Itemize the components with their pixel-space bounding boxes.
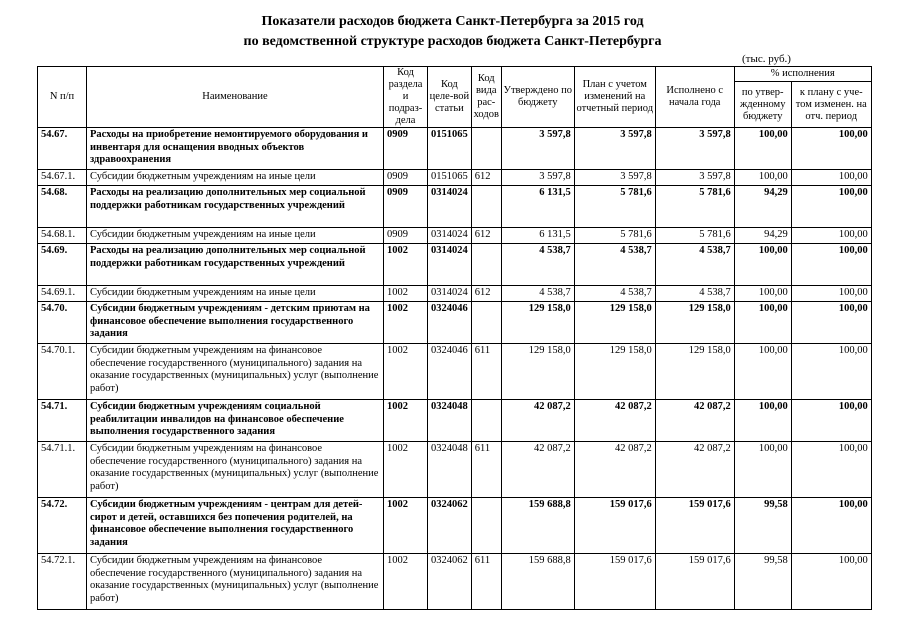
header-num: N п/п (38, 67, 87, 128)
cell-kod-vida (471, 498, 501, 554)
cell-ispolneno: 159 017,6 (655, 554, 734, 610)
cell-ispolneno: 129 158,0 (655, 344, 734, 400)
cell-num: 54.72.1. (38, 554, 87, 610)
cell-name: Субсидии бюджетным учреждениям на иные цели (87, 228, 384, 244)
table-row (38, 170, 872, 186)
cell-name: Субсидии бюджетным учреждениям - детским приютам на финансовое обеспечение выполнения государственного задания (87, 302, 384, 344)
table-row (38, 286, 872, 302)
cell-ispolneno: 3 597,8 (655, 170, 734, 186)
cell-kod-razdela: 1002 (384, 442, 428, 498)
cell-pct-plan: 100,00 (791, 186, 871, 228)
cell-pct-budget: 99,58 (734, 498, 791, 554)
cell-kod-vida (471, 244, 501, 286)
cell-plan: 5 781,6 (574, 186, 655, 228)
cell-pct-budget: 100,00 (734, 344, 791, 400)
cell-kod-vida (471, 302, 501, 344)
cell-name: Расходы на реализацию дополнительных мер социальной поддержки работникам государственных учреждений (87, 186, 384, 228)
cell-kod-vida: 611 (471, 442, 501, 498)
cell-ispolneno: 42 087,2 (655, 442, 734, 498)
cell-pct-budget: 99,58 (734, 554, 791, 610)
header-kod-vida: Код вида рас-ходов (471, 67, 501, 128)
cell-pct-plan: 100,00 (791, 302, 871, 344)
cell-kod-celevoy: 0151065 (428, 128, 472, 170)
cell-kod-razdela: 1002 (384, 344, 428, 400)
cell-plan: 129 158,0 (574, 302, 655, 344)
cell-plan: 159 017,6 (574, 498, 655, 554)
cell-utverzhdeno: 3 597,8 (501, 170, 574, 186)
cell-kod-razdela: 0909 (384, 228, 428, 244)
cell-kod-vida: 612 (471, 170, 501, 186)
cell-kod-celevoy: 0324046 (428, 302, 472, 344)
cell-pct-plan: 100,00 (791, 554, 871, 610)
cell-num: 54.70.1. (38, 344, 87, 400)
cell-utverzhdeno: 3 597,8 (501, 128, 574, 170)
cell-utverzhdeno: 42 087,2 (501, 400, 574, 442)
header-ispolneno: Исполнено с начала года (655, 67, 734, 128)
cell-name: Субсидии бюджетным учреждениям социальной реабилитации инвалидов на финансовое обеспечение выполнения государственного задания (87, 400, 384, 442)
cell-kod-celevoy: 0151065 (428, 170, 472, 186)
cell-kod-razdela: 1002 (384, 498, 428, 554)
header-plan: План с учетом изменений на отчетный период (574, 67, 655, 128)
cell-pct-plan: 100,00 (791, 128, 871, 170)
cell-pct-budget: 100,00 (734, 128, 791, 170)
cell-ispolneno: 4 538,7 (655, 244, 734, 286)
cell-kod-razdela: 1002 (384, 400, 428, 442)
table-row (38, 400, 872, 442)
cell-utverzhdeno: 6 131,5 (501, 228, 574, 244)
cell-kod-razdela: 1002 (384, 554, 428, 610)
cell-kod-celevoy: 0324048 (428, 442, 472, 498)
cell-kod-vida: 611 (471, 554, 501, 610)
cell-ispolneno: 5 781,6 (655, 228, 734, 244)
cell-utverzhdeno: 129 158,0 (501, 344, 574, 400)
cell-ispolneno: 159 017,6 (655, 498, 734, 554)
header-pct-plan: к плану с уче-том изменен. на отч. период (791, 82, 871, 128)
cell-pct-plan: 100,00 (791, 228, 871, 244)
cell-pct-plan: 100,00 (791, 244, 871, 286)
cell-utverzhdeno: 4 538,7 (501, 244, 574, 286)
cell-kod-vida: 612 (471, 228, 501, 244)
header-kod-celevoy: Код целе-вой статьи (428, 67, 472, 128)
cell-plan: 42 087,2 (574, 400, 655, 442)
cell-ispolneno: 4 538,7 (655, 286, 734, 302)
cell-utverzhdeno: 129 158,0 (501, 302, 574, 344)
table-row (38, 344, 872, 400)
cell-ispolneno: 129 158,0 (655, 302, 734, 344)
cell-kod-celevoy: 0324062 (428, 498, 472, 554)
cell-plan: 5 781,6 (574, 228, 655, 244)
header-name: Наименование (87, 67, 384, 128)
table-row (38, 128, 872, 170)
cell-kod-celevoy: 0314024 (428, 186, 472, 228)
header-utverzhdeno: Утверждено по бюджету (501, 67, 574, 128)
table-row (38, 498, 872, 554)
table-body (38, 128, 872, 610)
cell-kod-celevoy: 0314024 (428, 286, 472, 302)
document-title-line1: Показатели расходов бюджета Санкт-Петербурга за 2015 год (261, 14, 644, 29)
cell-pct-budget: 94,29 (734, 228, 791, 244)
cell-kod-vida (471, 186, 501, 228)
cell-kod-celevoy: 0314024 (428, 244, 472, 286)
cell-kod-razdela: 0909 (384, 128, 428, 170)
cell-kod-celevoy: 0314024 (428, 228, 472, 244)
cell-utverzhdeno: 6 131,5 (501, 186, 574, 228)
cell-num: 54.68. (38, 186, 87, 228)
cell-name: Субсидии бюджетным учреждениям - центрам для детей-сирот и детей, оставшихся без попечения родителей, на финансовое обеспечение выполнения государственного задания (87, 498, 384, 554)
cell-name: Субсидии бюджетным учреждениям на иные цели (87, 286, 384, 302)
cell-kod-razdela: 0909 (384, 186, 428, 228)
cell-kod-vida: 611 (471, 344, 501, 400)
cell-pct-plan: 100,00 (791, 400, 871, 442)
cell-plan: 129 158,0 (574, 344, 655, 400)
cell-pct-plan: 100,00 (791, 170, 871, 186)
cell-plan: 159 017,6 (574, 554, 655, 610)
cell-name: Субсидии бюджетным учреждениям на финансовое обеспечение государственного (муниципального) задания на оказание государственных (муниципальных) услуг (выполнение работ) (87, 554, 384, 610)
budget-table (37, 66, 872, 610)
cell-plan: 4 538,7 (574, 286, 655, 302)
cell-name: Субсидии бюджетным учреждениям на финансовое обеспечение государственного (муниципального) задания на оказание государственных (муниципальных) услуг (выполнение работ) (87, 442, 384, 498)
cell-kod-vida: 612 (471, 286, 501, 302)
cell-kod-razdela: 1002 (384, 244, 428, 286)
cell-name: Расходы на реализацию дополнительных мер социальной поддержки работникам государственных учреждений (87, 244, 384, 286)
cell-pct-budget: 100,00 (734, 286, 791, 302)
document-title-line2: по ведомственной структуре расходов бюджета Санкт-Петербурга (243, 34, 662, 49)
header-pct-group: % исполнения (734, 67, 871, 82)
cell-pct-plan: 100,00 (791, 344, 871, 400)
cell-utverzhdeno: 159 688,8 (501, 554, 574, 610)
cell-pct-budget: 100,00 (734, 442, 791, 498)
table-row (38, 186, 872, 228)
cell-ispolneno: 42 087,2 (655, 400, 734, 442)
cell-name: Субсидии бюджетным учреждениям на иные цели (87, 170, 384, 186)
table-row (38, 302, 872, 344)
cell-plan: 3 597,8 (574, 128, 655, 170)
cell-kod-razdela: 1002 (384, 302, 428, 344)
cell-ispolneno: 5 781,6 (655, 186, 734, 228)
cell-num: 54.69.1. (38, 286, 87, 302)
cell-ispolneno: 3 597,8 (655, 128, 734, 170)
cell-kod-celevoy: 0324048 (428, 400, 472, 442)
cell-plan: 3 597,8 (574, 170, 655, 186)
header-kod-razdela: Код раздела и подраз-дела (384, 67, 428, 128)
cell-num: 54.67. (38, 128, 87, 170)
cell-utverzhdeno: 4 538,7 (501, 286, 574, 302)
cell-pct-budget: 100,00 (734, 244, 791, 286)
cell-kod-vida (471, 128, 501, 170)
table-row (38, 442, 872, 498)
cell-pct-budget: 100,00 (734, 170, 791, 186)
cell-num: 54.72. (38, 498, 87, 554)
cell-num: 54.68.1. (38, 228, 87, 244)
cell-utverzhdeno: 159 688,8 (501, 498, 574, 554)
header-pct-budget: по утвер-жденному бюджету (734, 82, 791, 128)
cell-pct-plan: 100,00 (791, 442, 871, 498)
cell-num: 54.67.1. (38, 170, 87, 186)
cell-pct-plan: 100,00 (791, 498, 871, 554)
cell-name: Расходы на приобретение немонтируемого оборудования и инвентаря для оснащения вводных объектов здравоохранения (87, 128, 384, 170)
cell-kod-celevoy: 0324046 (428, 344, 472, 400)
cell-kod-vida (471, 400, 501, 442)
cell-utverzhdeno: 42 087,2 (501, 442, 574, 498)
cell-num: 54.69. (38, 244, 87, 286)
cell-num: 54.71. (38, 400, 87, 442)
units-label: (тыс. руб.) (742, 53, 791, 65)
cell-pct-budget: 94,29 (734, 186, 791, 228)
table-row (38, 554, 872, 610)
cell-name: Субсидии бюджетным учреждениям на финансовое обеспечение государственного (муниципального) задания на оказание государственных (муниципальных) услуг (выполнение работ) (87, 344, 384, 400)
cell-num: 54.71.1. (38, 442, 87, 498)
cell-pct-budget: 100,00 (734, 400, 791, 442)
cell-plan: 42 087,2 (574, 442, 655, 498)
table-row (38, 228, 872, 244)
cell-kod-celevoy: 0324062 (428, 554, 472, 610)
cell-pct-plan: 100,00 (791, 286, 871, 302)
table-row (38, 244, 872, 286)
cell-kod-razdela: 0909 (384, 170, 428, 186)
cell-num: 54.70. (38, 302, 87, 344)
cell-pct-budget: 100,00 (734, 302, 791, 344)
cell-plan: 4 538,7 (574, 244, 655, 286)
cell-kod-razdela: 1002 (384, 286, 428, 302)
